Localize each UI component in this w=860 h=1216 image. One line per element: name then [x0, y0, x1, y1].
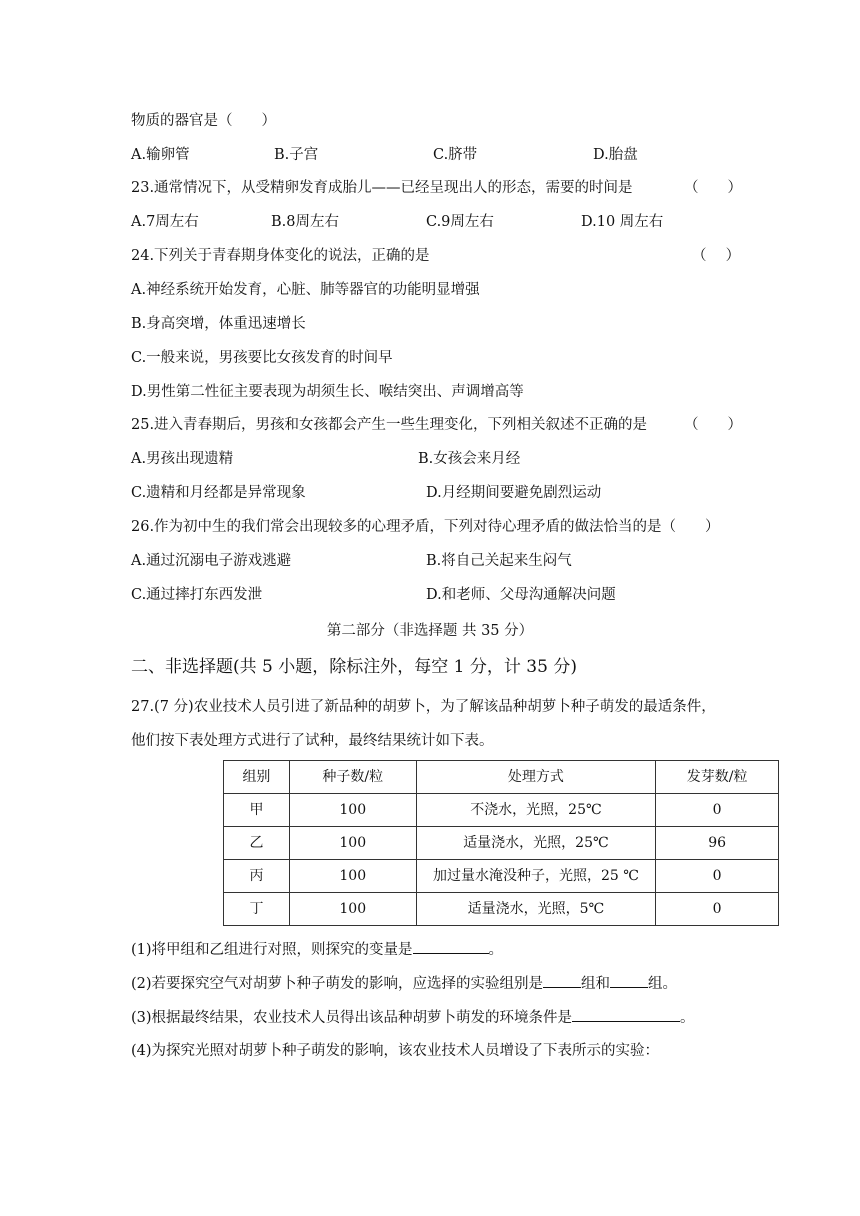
q24-option-b: B.身高突增，体重迅速增长	[131, 316, 306, 332]
table-row	[224, 794, 779, 827]
q27-sub2-end: 组。	[648, 976, 678, 992]
table-header-cell: 发芽数/粒	[656, 761, 779, 794]
table-cell: 丙	[224, 860, 290, 893]
q27-sub3	[131, 1007, 695, 1028]
answer-blank[interactable]	[610, 973, 648, 988]
table-row	[224, 827, 779, 860]
table-header-row	[224, 761, 779, 794]
q27-sub4: (4)为探究光照对胡萝卜种子萌发的影响，该农业技术人员增设了下表所示的实验：	[131, 1043, 660, 1059]
table-cell: 适量浇水，光照，25℃	[416, 827, 656, 860]
q27-sub1-end: 。	[488, 942, 504, 958]
q25-stem: 25.进入青春期后，男孩和女孩都会产生一些生理变化，下列相关叙述不正确的是	[131, 417, 648, 433]
table-cell: 乙	[224, 827, 290, 860]
q22-option-b: B.子宫	[274, 147, 319, 163]
table-header-cell: 种子数/粒	[289, 761, 416, 794]
q25-answer-paren: （ ）	[684, 417, 742, 433]
q27-sub1-text: (1)将甲组和乙组进行对照，则探究的变量是	[131, 942, 413, 958]
table-cell: 100	[289, 860, 416, 893]
table-cell: 0	[656, 794, 779, 827]
table-row	[224, 893, 779, 926]
table-cell: 100	[289, 893, 416, 926]
q27-data-table	[223, 760, 779, 926]
q24-option-d: D.男性第二性征主要表现为胡须生长、喉结突出、声调增高等	[131, 384, 524, 400]
q27-sub2-text: (2)若要探究空气对胡萝卜种子萌发的影响，应选择的实验组别是	[131, 976, 544, 992]
q26-stem: 26.作为初中生的我们常会出现较多的心理矛盾，下列对待心理矛盾的做法恰当的是（ ）	[131, 519, 720, 535]
q26-option-d: D.和老师、父母沟通解决问题	[426, 587, 616, 603]
q27-sub3-end: 。	[680, 1010, 695, 1026]
q25-option-b: B.女孩会来月经	[418, 451, 521, 467]
q22-option-a: A.输卵管	[131, 147, 190, 163]
q26-option-a: A.通过沉溺电子游戏逃避	[131, 553, 292, 569]
table-cell: 不浇水，光照，25℃	[416, 794, 656, 827]
table-cell: 丁	[224, 893, 290, 926]
q25-option-d: D.月经期间要避免剧烈运动	[426, 485, 602, 501]
q24-option-a: A.神经系统开始发育，心脏、肺等器官的功能明显增强	[131, 282, 480, 298]
q23-option-a: A.7周左右	[131, 214, 199, 230]
table-cell: 100	[289, 794, 416, 827]
table-cell: 适量浇水，光照，5℃	[416, 893, 656, 926]
q25-option-a: A.男孩出现遗精	[131, 451, 234, 467]
q22-continuation: 物质的器官是（ ）	[131, 113, 276, 129]
q27-intro-line2: 他们按下表处理方式进行了试种，最终结果统计如下表。	[131, 733, 494, 749]
answer-blank[interactable]	[572, 1007, 680, 1022]
table-cell: 0	[656, 860, 779, 893]
q23-answer-paren: （ ）	[684, 180, 742, 196]
table-cell: 96	[656, 827, 779, 860]
q26-option-c: C.通过摔打东西发泄	[131, 587, 263, 603]
q23-option-c: C.9周左右	[426, 214, 494, 230]
q27-sub3-text: (3)根据最终结果，农业技术人员得出该品种胡萝卜萌发的环境条件是	[131, 1010, 573, 1026]
table-header-cell: 组别	[224, 761, 290, 794]
answer-blank[interactable]	[543, 973, 581, 988]
q23-stem: 23.通常情况下，从受精卵发育成胎儿——已经呈现出人的形态，需要的时间是	[131, 180, 633, 196]
q27-sub2	[131, 973, 677, 994]
q24-answer-paren: （ ）	[692, 248, 741, 264]
table-cell: 甲	[224, 794, 290, 827]
answer-blank[interactable]	[413, 939, 489, 954]
q22-option-d: D.胎盘	[593, 147, 638, 163]
q23-option-d: D.10 周左右	[581, 214, 664, 230]
table-cell: 100	[289, 827, 416, 860]
q27-intro-line1: 27.(7 分)农业技术人员引进了新品种的胡萝卜，为了解该品种胡萝卜种子萌发的最适条件，	[131, 699, 716, 715]
q27-sub2-mid: 组和	[581, 976, 611, 992]
q24-stem: 24.下列关于青春期身体变化的说法，正确的是	[131, 248, 430, 264]
table-cell: 0	[656, 893, 779, 926]
q25-option-c: C.遗精和月经都是异常现象	[131, 485, 306, 501]
part2-title: 第二部分（非选择题 共 35 分）	[326, 623, 534, 639]
q22-option-c: C.脐带	[433, 147, 478, 163]
table-header-cell: 处理方式	[416, 761, 656, 794]
q23-option-b: B.8周左右	[271, 214, 339, 230]
table-row	[224, 860, 779, 893]
section2-heading: 二、非选择题(共 5 小题，除标注外，每空 1 分，计 35 分)	[131, 657, 577, 677]
table-cell: 加过量水淹没种子，光照，25 ℃	[416, 860, 656, 893]
q27-sub1	[131, 939, 503, 960]
q24-option-c: C.一般来说，男孩要比女孩发育的时间早	[131, 350, 393, 366]
q26-option-b: B.将自己关起来生闷气	[426, 553, 572, 569]
